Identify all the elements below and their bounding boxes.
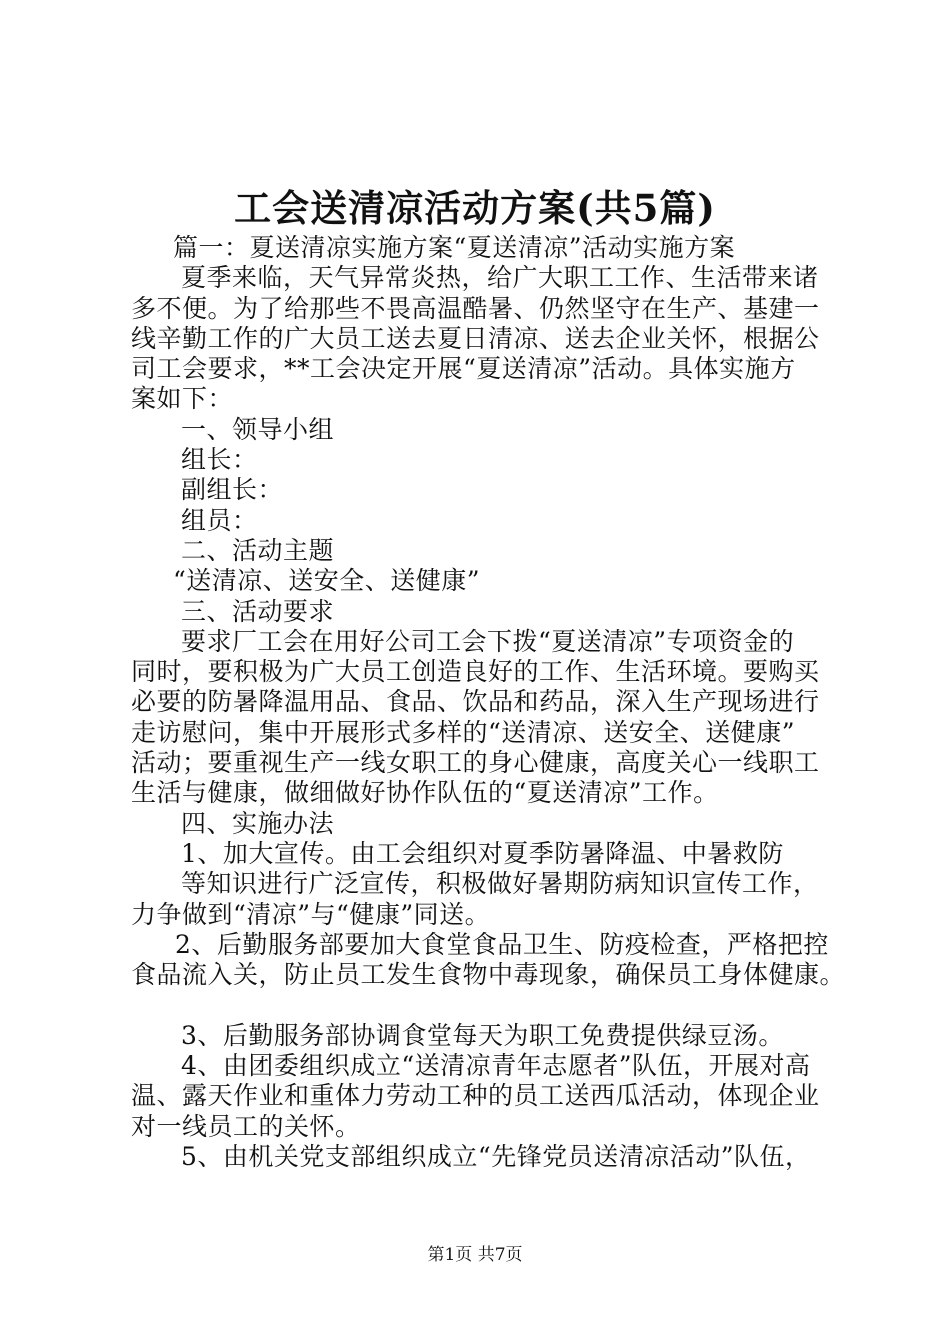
paragraph-line: 5、由机关党支部组织成立“先锋党员送清凉活动”队伍， (181, 1141, 811, 1171)
paragraph-line: 篇一：夏送清凉实施方案“夏送清凉”活动实施方案 (173, 233, 736, 262)
paragraph-gap (131, 990, 831, 1020)
paragraph-line: 3、后勤服务部协调食堂每天为职工免费提供绿豆汤。 (181, 1020, 784, 1050)
paragraph-line: 等知识进行广泛宣传，积极做好暑期防病知识宣传工作， (181, 869, 819, 899)
page-number-footer: 第1页 共7页 (427, 1245, 523, 1265)
section-heading: 二、活动主题 (181, 535, 335, 565)
paragraph-line: 走访慰问，集中开展形式多样的“送清凉、送安全、送健康” (131, 717, 796, 747)
paragraph-line: 组长： (181, 445, 258, 475)
paragraph-line: 食品流入关，防止员工发生食物中毒现象，确保员工身体健康。 (131, 960, 846, 990)
paragraph-line: 活动；要重视生产一线女职工的身心健康，高度关心一线职工 (131, 748, 820, 778)
paragraph-line: 同时，要积极为广大员工创造良好的工作、生活环境。要购买 (131, 657, 820, 687)
paragraph-line: 组员： (181, 505, 258, 535)
document-body (131, 233, 846, 1172)
section-heading: 一、领导小组 (181, 414, 335, 444)
section-heading: 三、活动要求 (181, 596, 335, 626)
paragraph-line: 力争做到“清凉”与“健康”同送。 (131, 899, 491, 929)
paragraph-line: 线辛勤工作的广大员工送去夏日清凉、送去企业关怀，根据公 (131, 323, 820, 353)
paragraph-line: 夏季来临，天气异常炎热，给广大职工工作、生活带来诸 (181, 263, 819, 293)
paragraph-line: 必要的防暑降温用品、食品、饮品和药品，深入生产现场进行 (131, 687, 820, 717)
paragraph-line: 温、露天作业和重体力劳动工种的员工送西瓜活动，体现企业 (131, 1081, 820, 1111)
paragraph-line: 2、后勤服务部要加大食堂食品卫生、防疫检查，严格把控 (175, 929, 829, 959)
paragraph-line: “送清凉、送安全、送健康” (173, 566, 481, 596)
paragraph-line: 要求厂工会在用好公司工会下拨“夏送清凉”专项资金的 (181, 626, 795, 656)
paragraph-line: 副组长： (181, 475, 284, 505)
paragraph-line: 生活与健康，做细做好协作队伍的“夏送清凉”工作。 (131, 778, 719, 808)
paragraph-line: 对一线员工的关怀。 (131, 1111, 361, 1141)
document-title: 工会送清凉活动方案(共5篇) (234, 186, 716, 230)
paragraph-line: 司工会要求，**工会决定开展“夏送清凉”活动。具体实施方 (131, 354, 796, 384)
paragraph-line: 1、加大宣传。由工会组织对夏季防暑降温、中暑救防 (181, 838, 784, 868)
paragraph-line: 多不便。为了给那些不畏高温酷暑、仍然坚守在生产、基建一 (131, 293, 820, 323)
paragraph-line: 案如下： (131, 384, 234, 414)
paragraph-line: 4、由团委组织成立“送清凉青年志愿者”队伍，开展对高 (181, 1051, 811, 1081)
section-heading: 四、实施办法 (181, 808, 335, 838)
